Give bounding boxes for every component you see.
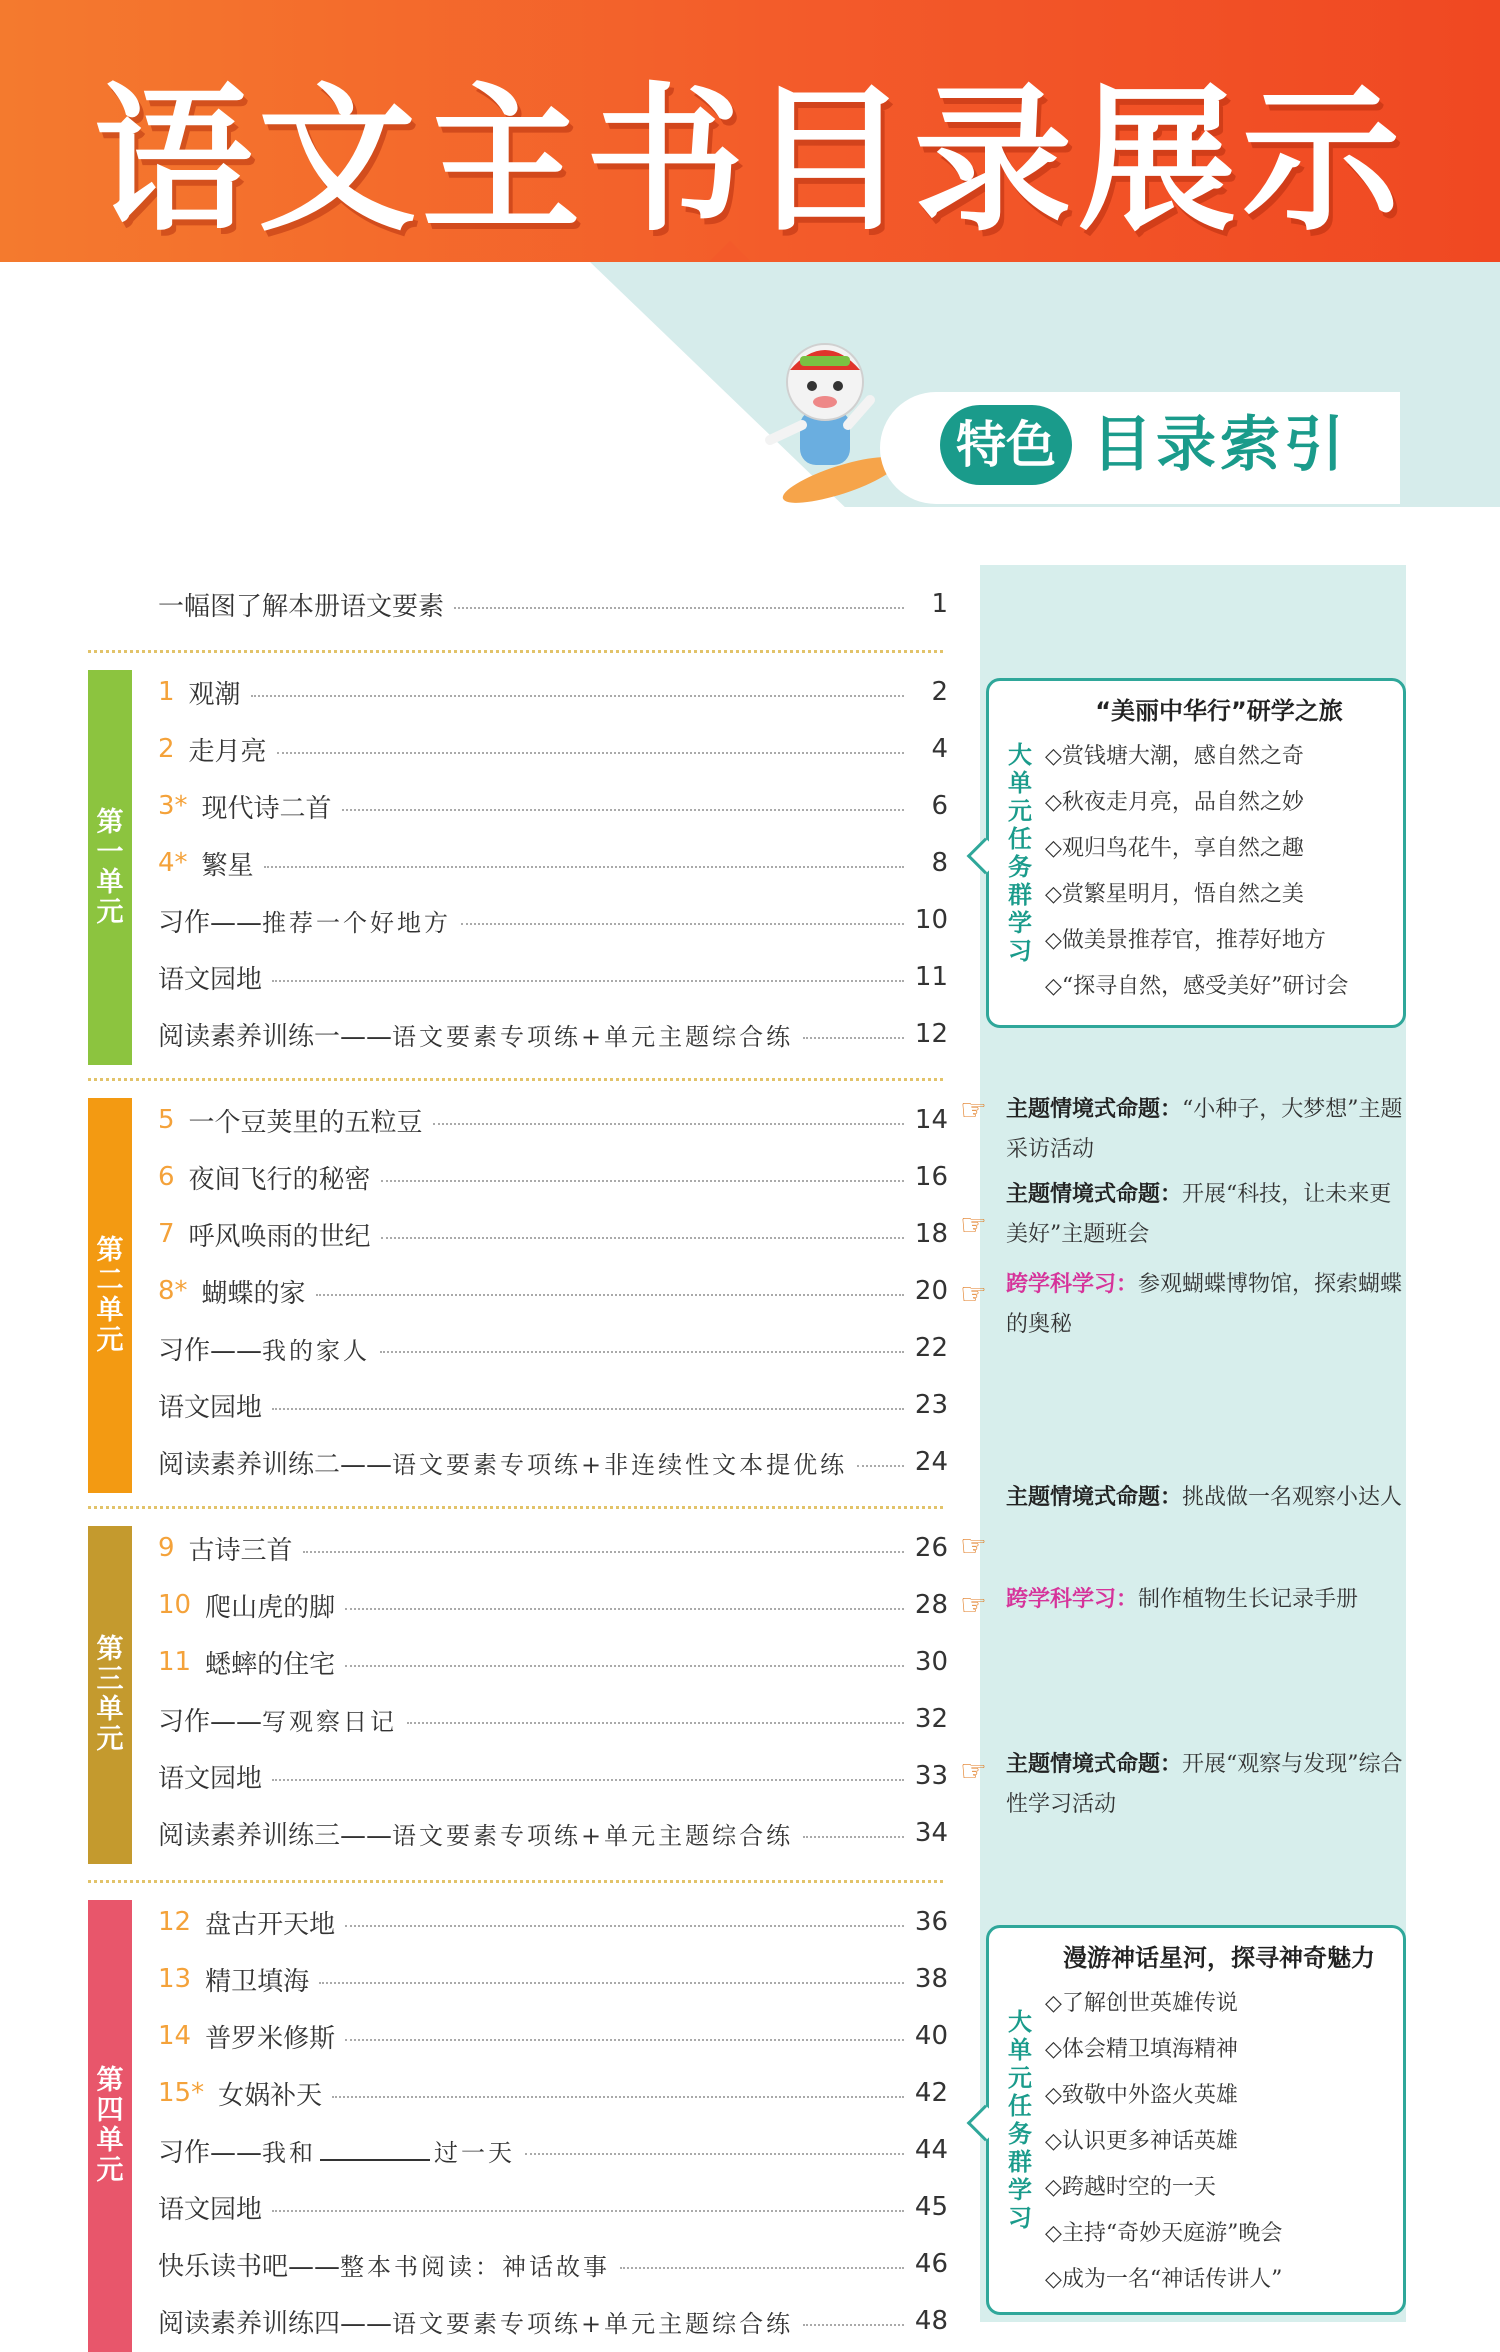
toc-row[interactable] [158,1526,948,1570]
lesson-number: 10 [158,1590,192,1620]
task-item: ◇观归鸟花牛，享自然之趣 [1045,836,1304,861]
lesson-number: 3* [158,791,188,821]
task-item: ◇认识更多神话英雄 [1045,2129,1238,2154]
toc-page: 44 [914,2135,948,2165]
note-text: 参观蝴蝶博物馆，探索蝴蝶的奥秘 [1006,1272,1403,1337]
leader-dots [251,695,904,697]
unit-label: 第二单元 [96,1234,124,1356]
toc-title: 阅读素养训练二—— [158,1449,393,1480]
toc-subtitle: 我的家人 [262,1336,371,1365]
note-label: 主题情境式命题： [1006,1182,1183,1207]
toc-title: 习作—— [158,1706,263,1737]
toc-row[interactable] [158,1957,948,2001]
feature-note [1006,1580,1406,1620]
toc-page: 38 [914,1964,948,1994]
toc-row[interactable] [158,1583,948,1627]
task-item: ◇主持“奇妙天庭游”晚会 [1045,2221,1283,2246]
toc-row[interactable] [158,2185,948,2229]
pointing-hand-icon: ☞ [960,1529,987,1564]
unit-label-bar [88,1098,132,1493]
leader-dots [461,923,904,925]
pointing-hand-icon: ☞ [960,1208,987,1243]
leader-dots [272,980,904,982]
toc-title: 爬山虎的脚 [205,1592,336,1623]
note-label: 主题情境式命题： [1006,1485,1183,1510]
toc-page: 14 [914,1105,948,1135]
toc-row-intro[interactable] [158,582,948,626]
toc-subtitle: 推荐一个好地方 [262,908,452,937]
toc-row[interactable] [158,1697,948,1741]
toc-title: 古诗三首 [188,1535,293,1566]
toc-row[interactable] [158,955,948,999]
unit-label: 第三单元 [96,1634,124,1755]
task-item: ◇“探寻自然，感受美好”研讨会 [1045,974,1349,999]
toc-title: 呼风唤雨的世纪 [188,1221,371,1252]
leader-dots [316,1294,904,1296]
note-text: 制作植物生长记录手册 [1138,1587,1359,1612]
unit-label: 第一单元 [96,806,124,928]
toc-page: 42 [914,2078,948,2108]
toc-page: 6 [931,791,948,821]
toc-row[interactable] [158,1012,948,1056]
toc-title: 女娲补天 [218,2080,323,2111]
lesson-number: 5 [158,1105,175,1135]
unit-divider [88,1506,943,1509]
pointing-hand-icon: ☞ [960,1093,987,1128]
pointing-hand-icon: ☞ [960,1588,987,1623]
lesson-number: 14 [158,2021,192,2051]
lesson-number: 8* [158,1276,188,1306]
toc-page: 22 [914,1333,948,1363]
task-item: ◇做美景推荐官，推荐好地方 [1045,928,1326,953]
toc-page: 4 [931,734,948,764]
unit-label: 第四单元 [96,2065,124,2186]
toc-row[interactable] [158,1440,948,1484]
toc-subtitle: 我和 [262,2138,317,2167]
toc-title: 蝴蝶的家 [201,1278,306,1309]
toc-row[interactable] [158,1269,948,1313]
task-item: ◇成为一名“神话传讲人” [1045,2267,1283,2292]
note-label: 跨学科学习： [1006,1272,1139,1297]
toc-subtitle: 过一天 [434,2138,516,2167]
toc-subtitle: 语文要素专项练+单元主题综合练 [392,2309,794,2338]
leader-dots [272,2210,904,2212]
lesson-number: 13 [158,1964,192,1994]
lesson-number: 11 [158,1647,192,1677]
toc-row[interactable] [158,2071,948,2115]
task-box-heading: “美丽中华行”研学之旅 [1095,697,1343,725]
page-title: 语文主书目录展示 [94,69,1406,253]
toc-row[interactable] [158,1383,948,1427]
lesson-number: 1 [158,677,175,707]
toc-row[interactable] [158,1098,948,1142]
toc-row[interactable] [158,1640,948,1684]
toc-subtitle: 语文要素专项练+单元主题综合练 [392,1821,794,1850]
feature-note [1006,1175,1406,1255]
unit-label-bar [88,1900,132,2352]
toc-page: 1 [931,589,948,619]
leader-dots [345,2039,904,2041]
toc-title: 精卫填海 [205,1966,310,1997]
leader-dots [380,1351,904,1353]
toc-row[interactable] [158,2242,948,2286]
toc-page: 45 [914,2192,948,2222]
leader-dots [454,607,904,609]
feature-note [1006,1478,1406,1518]
toc-title: 繁星 [201,850,254,881]
toc-title: 现代诗二首 [201,793,332,824]
toc-row[interactable] [158,1900,948,1944]
leader-dots [857,1465,904,1467]
leader-dots [345,1925,904,1927]
toc-row[interactable] [158,1326,948,1370]
task-item: ◇了解创世英雄传说 [1045,1991,1238,2016]
toc-subtitle: 语文要素专项练+单元主题综合练 [392,1022,794,1051]
unit-divider [88,1078,943,1081]
lesson-number: 7 [158,1219,175,1249]
toc-title: 阅读素养训练四—— [158,2308,393,2339]
toc-title: 语文园地 [158,2194,263,2225]
toc-page: 28 [914,1590,948,1620]
toc-title: 夜间飞行的秘密 [188,1164,371,1195]
leader-dots [345,1665,904,1667]
toc-page: 33 [914,1761,948,1791]
unit-task-box-1 [986,678,1406,1028]
unit-divider [88,1880,943,1883]
fill-in-blank [320,2139,430,2161]
toc-title: 普罗米修斯 [205,2023,336,2054]
unit-label-bar [88,670,132,1065]
leader-dots [433,1123,904,1125]
leader-dots [342,809,904,811]
toc-row[interactable] [158,1754,948,1798]
note-text: 开展“科技，让未来更美好”主题班会 [1006,1182,1392,1247]
note-text: 开展“观察与发现”综合性学习活动 [1006,1752,1403,1817]
toc-row[interactable] [158,670,948,714]
leader-dots [525,2153,904,2155]
leader-dots [803,2324,904,2326]
toc-page: 12 [914,1019,948,1049]
task-box-side-label: 大单元任务群学习 [1008,2008,1032,2232]
toc-title: 一个豆荚里的五粒豆 [188,1107,423,1138]
note-label: 跨学科学习： [1006,1587,1139,1612]
lesson-number: 9 [158,1533,175,1563]
leader-dots [620,2267,904,2269]
lesson-number: 4* [158,848,188,878]
feature-note [1006,1745,1406,1825]
toc-subtitle: 写观察日记 [262,1707,398,1736]
toc-title: 快乐读书吧—— [158,2251,341,2282]
task-item: ◇秋夜走月亮，品自然之妙 [1045,790,1304,815]
toc-page: 20 [914,1276,948,1306]
task-box-heading: 漫游神话星河，探寻神奇魅力 [1063,1944,1375,1972]
toc-page: 8 [931,848,948,878]
toc-page: 24 [914,1447,948,1477]
toc-page: 46 [914,2249,948,2279]
toc-title: 语文园地 [158,964,263,995]
toc-row[interactable] [158,2128,948,2172]
toc-title: 语文园地 [158,1763,263,1794]
toc-page: 34 [914,1818,948,1848]
toc-row[interactable] [158,2014,948,2058]
toc-row[interactable] [158,898,948,942]
leader-dots [803,1836,904,1838]
task-item: ◇跨越时空的一天 [1045,2175,1216,2200]
toc-title: 观潮 [188,679,241,710]
toc-subtitle: 整本书阅读：神话故事 [340,2252,611,2281]
leader-dots [277,752,904,754]
box-pointer [967,2105,1004,2142]
toc-title: 走月亮 [188,736,267,767]
note-label: 主题情境式命题： [1006,1097,1183,1122]
toc-page: 40 [914,2021,948,2051]
leader-dots [803,1037,904,1039]
feature-badge: 特色 [940,405,1072,485]
toc-page: 26 [914,1533,948,1563]
toc-page: 2 [931,677,948,707]
lesson-number: 2 [158,734,175,764]
leader-dots [264,866,904,868]
lesson-number: 12 [158,1907,192,1937]
toc-subtitle: 语文要素专项练+非连续性文本提优练 [392,1450,848,1479]
toc-page: 32 [914,1704,948,1734]
toc-row[interactable] [158,1212,948,1256]
task-box-side-label: 大单元任务群学习 [1008,741,1032,965]
feature-note [1006,1265,1406,1345]
unit-label-bar [88,1526,132,1864]
leader-dots [319,1982,904,1984]
task-item: ◇体会精卫填海精神 [1045,2037,1238,2062]
toc-title: 阅读素养训练一—— [158,1021,393,1052]
feature-note [1006,1090,1406,1170]
toc-title: 蟋蟀的住宅 [205,1649,336,1680]
note-text: 挑战做一名观察小达人 [1182,1485,1403,1510]
toc-title: 一幅图了解本册语文要素 [158,591,445,622]
toc-page: 30 [914,1647,948,1677]
toc-title: 习作—— [158,1335,263,1366]
task-item: ◇赏繁星明月，悟自然之美 [1045,882,1304,907]
toc-page: 10 [914,905,948,935]
feature-index-label: 目录索引 [1092,410,1348,480]
toc-row[interactable] [158,1155,948,1199]
leader-dots [381,1237,904,1239]
note-text: “小种子，大梦想”主题采访活动 [1006,1097,1403,1162]
leader-dots [332,2096,904,2098]
toc-row[interactable] [158,727,948,771]
leader-dots [381,1180,904,1182]
unit-divider [88,650,943,653]
pointing-hand-icon: ☞ [960,1277,987,1312]
toc-title: 习作—— [158,907,263,938]
note-label: 主题情境式命题： [1006,1752,1183,1777]
toc-title: 盘古开天地 [205,1909,336,1940]
unit-task-box-2 [986,1925,1406,2315]
lesson-number: 6 [158,1162,175,1192]
leader-dots [272,1408,904,1410]
toc-row[interactable] [158,841,948,885]
task-item: ◇致敬中外盗火英雄 [1045,2083,1238,2108]
toc-row[interactable] [158,1811,948,1855]
toc-page: 48 [914,2306,948,2336]
mascot-icon [730,330,900,510]
toc-page: 36 [914,1907,948,1937]
toc-page: 18 [914,1219,948,1249]
leader-dots [407,1722,904,1724]
toc-title: 语文园地 [158,1392,263,1423]
leader-dots [272,1779,904,1781]
lesson-number: 15* [158,2078,205,2108]
box-pointer [967,838,1004,875]
toc-row[interactable] [158,784,948,828]
toc-page: 11 [914,962,948,992]
task-item: ◇赏钱塘大潮，感自然之奇 [1045,744,1304,769]
toc-row[interactable] [158,2299,948,2343]
leader-dots [345,1608,904,1610]
leader-dots [303,1551,904,1553]
toc-page: 23 [914,1390,948,1420]
pointing-hand-icon: ☞ [960,1754,987,1789]
toc-title: 习作—— [158,2137,263,2168]
toc-title: 阅读素养训练三—— [158,1820,393,1851]
toc-page: 16 [914,1162,948,1192]
